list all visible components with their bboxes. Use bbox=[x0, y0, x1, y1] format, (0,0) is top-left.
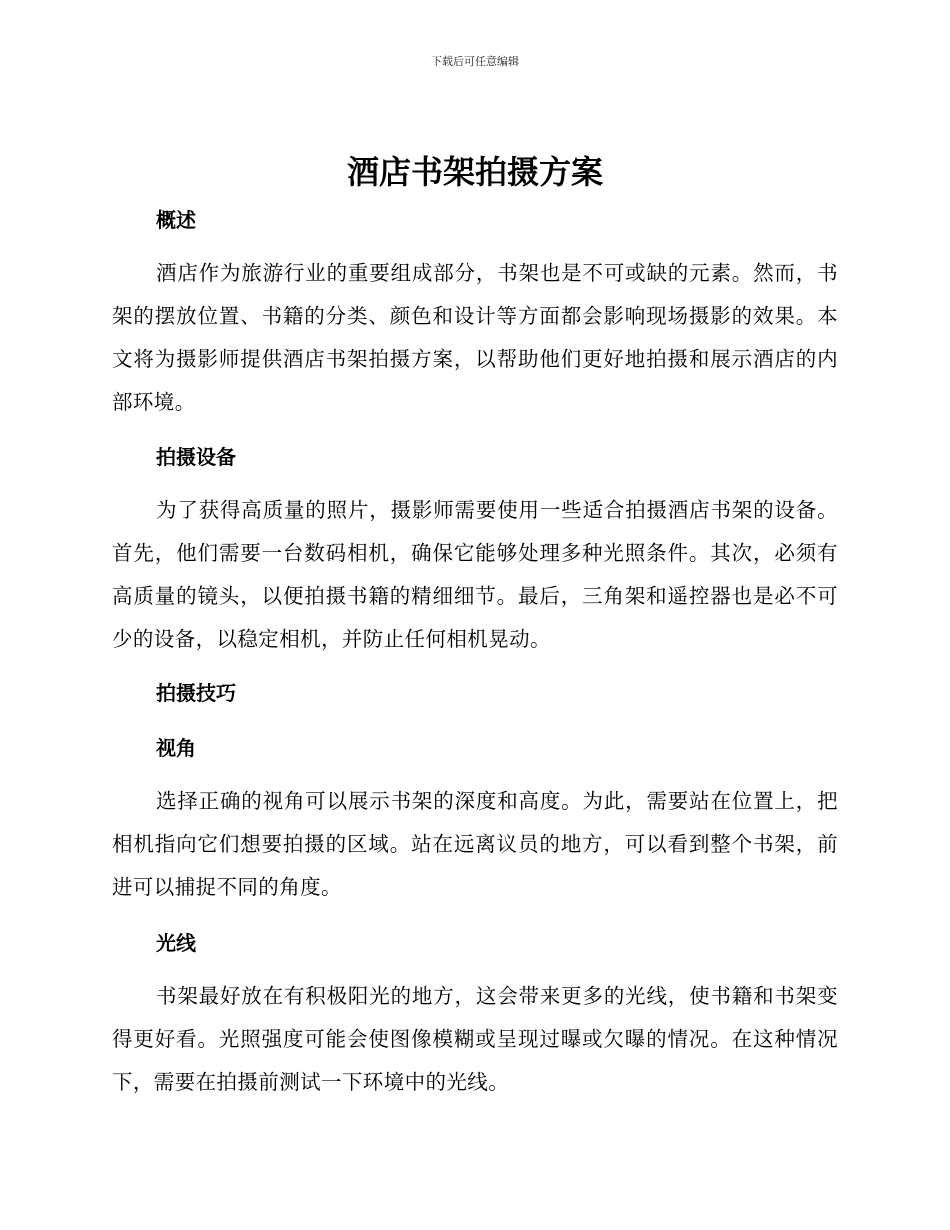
header-note: 下载后可任意编辑 bbox=[431, 55, 519, 68]
paragraph-angle: 选择正确的视角可以展示书架的深度和高度。为此，需要站在位置上，把相机指向它们想要拍摄的区域。站在远离议员的地方，可以看到整个书架，前进可以捕捉不同的角度。 bbox=[112, 789, 838, 899]
heading-techniques: 拍摄技巧 bbox=[156, 681, 236, 705]
paragraph-equipment: 为了获得高质量的照片，摄影师需要使用一些适合拍摄酒店书架的设备。首先，他们需要一台数码相机，确保它能够处理多种光照条件。其次，必须有高质量的镜头，以便拍摄书籍的精细细节。最后，三角架和遥控器也是必不可少的设备，以稳定相机，并防止任何相机晃动。 bbox=[112, 498, 838, 651]
heading-equipment: 拍摄设备 bbox=[156, 445, 236, 469]
paragraph-overview: 酒店作为旅游行业的重要组成部分，书架也是不可或缺的元素。然而，书架的摆放位置、书籍的分类、颜色和设计等方面都会影响现场摄影的效果。本文将为摄影师提供酒店书架拍摄方案，以帮助他们更好地拍摄和展示酒店的内部环境。 bbox=[112, 261, 838, 414]
heading-angle: 视角 bbox=[156, 736, 196, 760]
document-title: 酒店书架拍摄方案 bbox=[346, 153, 603, 191]
paragraph-lighting: 书架最好放在有积极阳光的地方，这会带来更多的光线，使书籍和书架变得更好看。光照强度可能会使图像模糊或呈现过曝或欠曝的情况。在这种情况下，需要在拍摄前测试一下环境中的光线。 bbox=[112, 984, 838, 1094]
heading-lighting: 光线 bbox=[156, 931, 196, 955]
heading-overview: 概述 bbox=[156, 208, 196, 232]
